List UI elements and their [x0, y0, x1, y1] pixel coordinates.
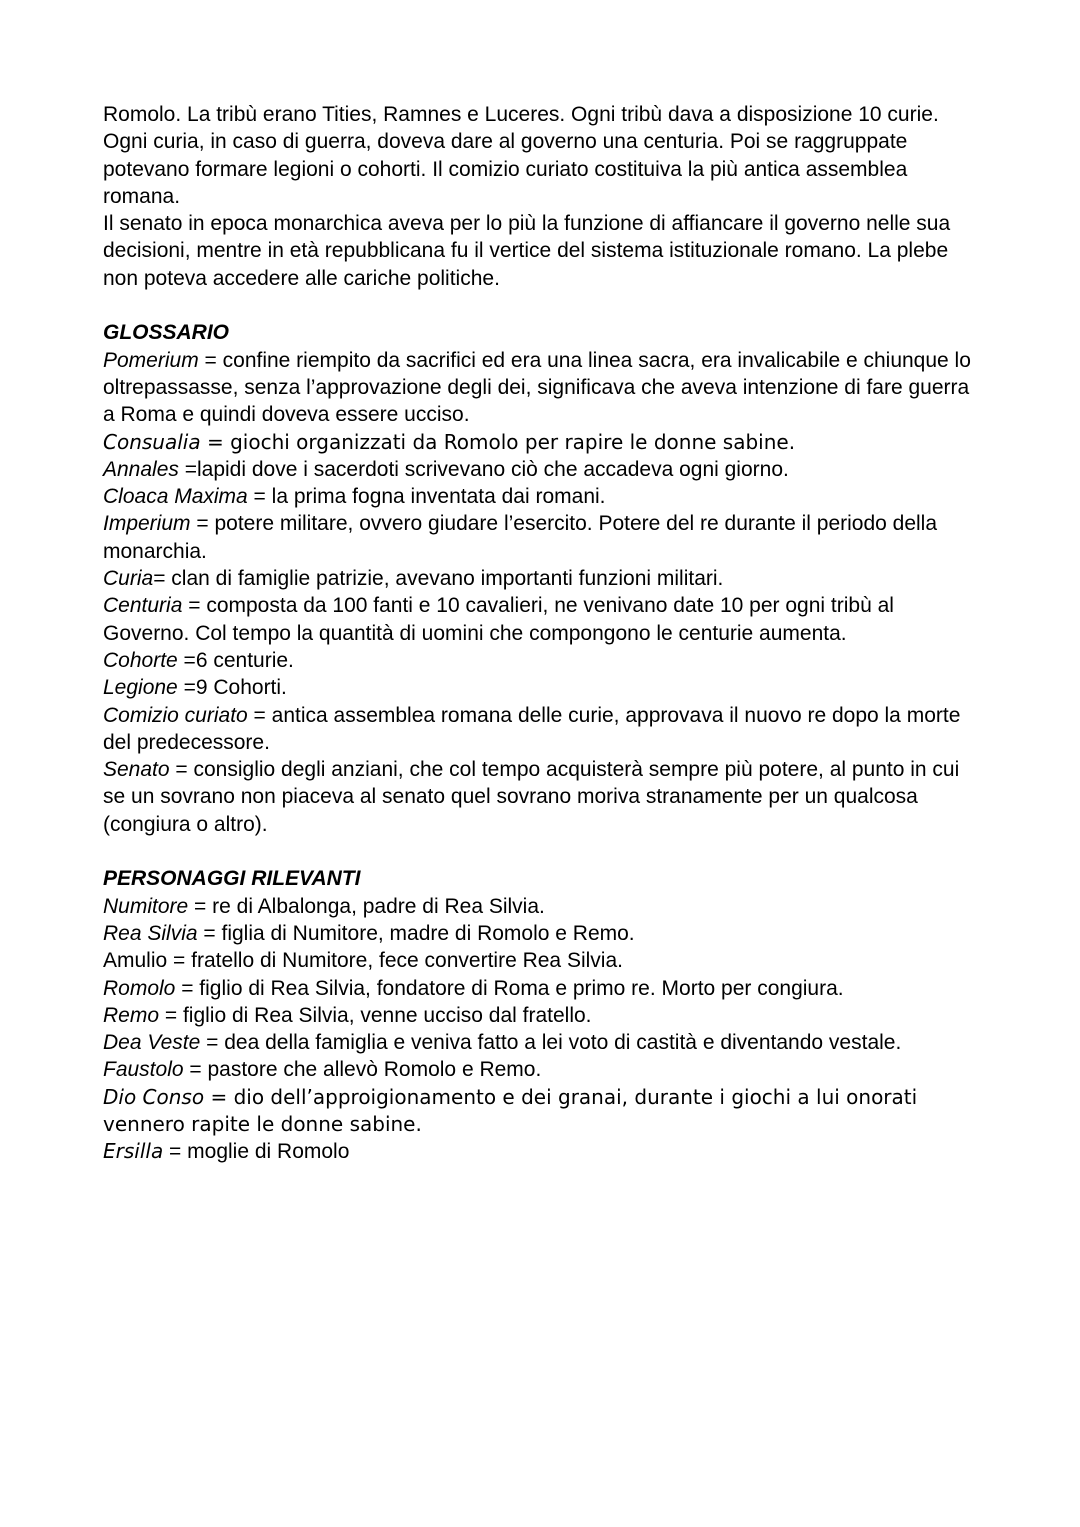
glossary-definition: =9 Cohorti.: [177, 676, 287, 700]
character-description: = figlio di Rea Silvia, fondatore di Roma e primo re. Morto per congiura.: [175, 976, 844, 1000]
character-description: = dea della famiglia e veniva fatto a lei voto di castità e diventando vestale.: [200, 1031, 902, 1055]
glossary-entry: [103, 483, 983, 510]
glossary-term: Annales: [103, 457, 179, 481]
character-name: Ersilla: [103, 1139, 164, 1164]
glossary-definition: = consiglio degli anziani, che col tempo acquisterà sempre più potere, al punto in cui se un sovrano non piaceva al senato quel sovrano moriva stranamente per un qualcosa (congiura o altro).: [103, 758, 960, 836]
glossary-definition: = giochi organizzati da Romolo per rapire le donne sabine.: [200, 429, 796, 454]
glossary-definition: = composta da 100 fanti e 10 cavalieri, ne venivano date 10 per ogni tribù al Governo. Col tempo la quantità di uomini che compongono le centurie aumenta.: [103, 594, 894, 645]
intro-paragraph: Romolo. La tribù erano Tities, Ramnes e Luceres. Ogni tribù dava a disposizione 10 curie. Ogni curia, in caso di guerra, doveva dare al governo una centuria. Poi se raggruppate potevano formare legioni o cohorti. Il comizio curiato costituiva la più antica assemblea romana.: [103, 103, 939, 208]
glossary-term: Pomerium: [103, 348, 199, 372]
glossary-entry: [103, 565, 983, 592]
character-description: = dio dell’approigionamento e dei granai, durante i giochi a lui onorati vennero rapite le donne sabine.: [103, 1084, 918, 1136]
character-name: Numitore: [103, 894, 189, 918]
document-page: [103, 101, 983, 1166]
character-entry: [103, 1056, 983, 1083]
glossary-entry: [103, 702, 983, 757]
character-name: Faustolo: [103, 1058, 184, 1082]
glossary-entry: [103, 456, 983, 483]
character-entry: [103, 975, 983, 1002]
glossario-heading: GLOSSARIO: [103, 321, 230, 345]
glossary-term: Legione: [103, 676, 178, 700]
glossary-term: Comizio curiato: [103, 703, 248, 727]
character-description: = pastore che allevò Romolo e Remo.: [183, 1058, 542, 1082]
glossary-entry: [103, 429, 983, 456]
character-entry: [103, 1029, 983, 1056]
personaggi-heading: PERSONAGGI RILEVANTI: [103, 867, 361, 891]
character-description: = figlio di Rea Silvia, venne ucciso dal fratello.: [159, 1003, 592, 1027]
character-entry: [103, 920, 983, 947]
character-description: = re di Albalonga, padre di Rea Silvia.: [188, 894, 545, 918]
glossary-entry: [103, 592, 983, 647]
intro-paragraph: Il senato in epoca monarchica aveva per lo più la funzione di affiancare il governo nelle sua decisioni, mentre in età repubblicana fu il vertice del sistema istituzionale romano. La plebe non poteva accedere alle cariche politiche.: [103, 212, 951, 290]
character-name: Remo: [103, 1003, 160, 1027]
glossary-term: Senato: [103, 758, 170, 782]
character-name: Dio Conso: [103, 1084, 205, 1109]
character-entry: [103, 893, 983, 920]
section-gap: [103, 292, 983, 319]
glossary-term: Centuria: [103, 594, 183, 618]
character-description: Amulio = fratello di Numitore, fece convertire Rea Silvia.: [103, 949, 623, 973]
glossary-entry: [103, 347, 983, 429]
glossary-term: Consualia: [103, 429, 201, 454]
character-name: Romolo: [103, 976, 176, 1000]
glossary-definition: =lapidi dove i sacerdoti scrivevano ciò che accadeva ogni giorno.: [178, 457, 789, 481]
glossary-term: Cohorte: [103, 648, 178, 672]
glossary-definition: = clan di famiglie patrizie, avevano importanti funzioni militari.: [153, 567, 724, 591]
character-name: Dea Veste: [103, 1031, 201, 1055]
character-entry: [103, 1138, 983, 1165]
character-description: = moglie di Romolo: [163, 1140, 350, 1164]
character-entry: [103, 947, 983, 974]
section-gap: [103, 838, 983, 865]
character-description: = figlia di Numitore, madre di Romolo e Remo.: [197, 921, 635, 945]
glossary-term: Curia: [103, 567, 154, 591]
character-name: Rea Silvia: [103, 921, 198, 945]
glossary-entry: [103, 510, 983, 565]
glossary-definition: = la prima fogna inventata dai romani.: [247, 485, 606, 509]
character-entry: [103, 1002, 983, 1029]
glossary-entry: [103, 647, 983, 674]
glossary-entry: [103, 756, 983, 838]
glossary-definition: = confine riempito da sacrifici ed era una linea sacra, era invalicabile e chiunque lo oltrepassasse, senza l’approvazione degli dei, significava che aveva intenzione di fare guerra a Roma e quindi doveva essere ucciso.: [103, 348, 971, 427]
glossary-term: Imperium: [103, 512, 191, 536]
glossary-definition: =6 centurie.: [177, 648, 294, 672]
glossary-definition: = potere militare, ovvero giudare l’esercito. Potere del re durante il periodo della monarchia.: [103, 512, 938, 563]
glossary-term: Cloaca Maxima: [103, 485, 248, 509]
glossary-entry: [103, 674, 983, 701]
glossary-definition: = antica assemblea romana delle curie, approvava il nuovo re dopo la morte del predecessore.: [103, 703, 961, 754]
character-entry: [103, 1084, 983, 1139]
